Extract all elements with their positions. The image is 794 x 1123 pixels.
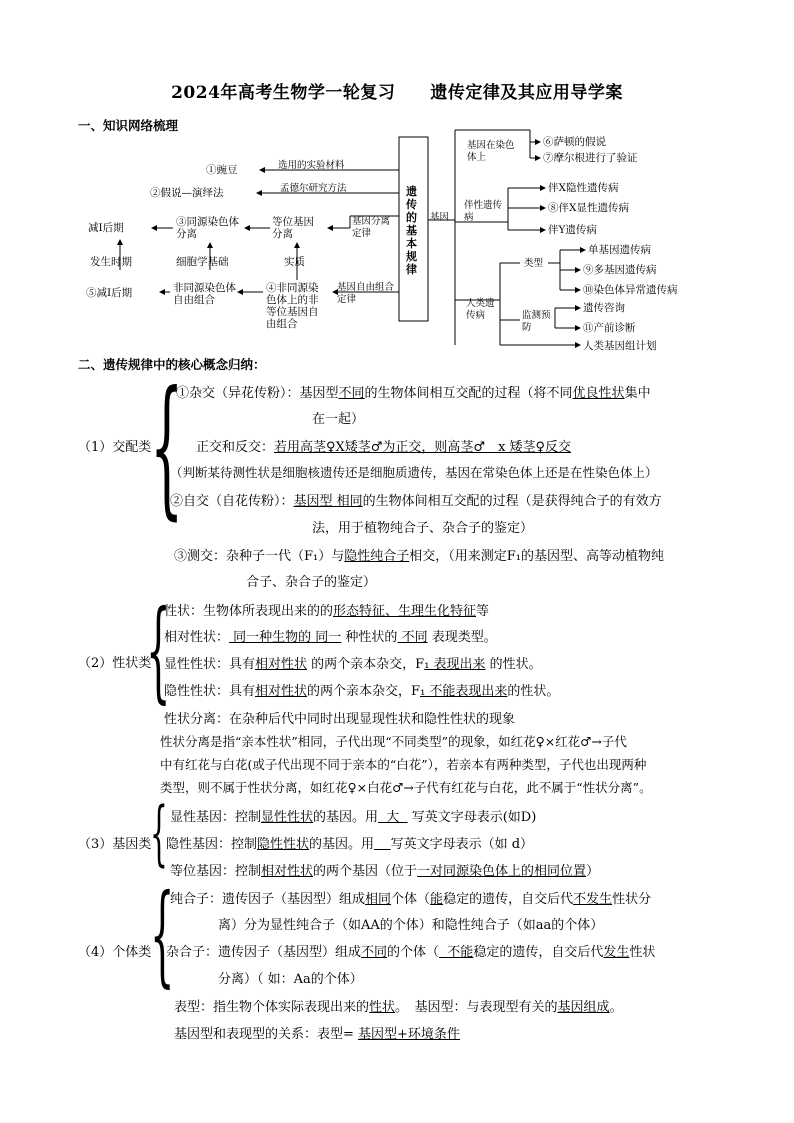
line-recessive-trait: 隐性性状：具有相对性状的两个亲本杂交，F₁ 不能表现出来的性状。 — [164, 684, 560, 699]
line-trait-segregation: 性状分离：在杂种后代中同时出现显现性状和隐性性状的现象 — [164, 712, 516, 727]
line-homozygote: 纯合子：遗传因子（基因型）组成相同个体（能稳定的遗传，自交后代不发生性状分 — [170, 892, 652, 907]
node-assortment-law: 基因自由组合定律 — [337, 282, 395, 305]
brace-individual: { — [150, 870, 175, 998]
node-single-gene: 单基因遗传病 — [588, 244, 651, 256]
label-method: 孟德尔研究方法 — [280, 183, 347, 194]
line-reciprocal-note: （判断某待测性状是细胞核遗传还是细胞质遗传，基因在常染色体上还是在性染色体上） — [170, 465, 658, 480]
section-heading-network: 一、知识网络梳理 — [78, 118, 179, 133]
label-occur: 发生时期 — [90, 256, 132, 268]
node-hgp: 人类基因组计划 — [583, 340, 657, 352]
line-reciprocal: 正交和反交：若用高茎♀X矮茎♂为正交，则高茎♂ x 矮茎♀反交 — [196, 440, 572, 455]
label-cell-basis: 细胞学基础 — [176, 256, 229, 268]
label-monitor: 监测预防 — [522, 310, 551, 333]
line-dominant-trait: 显性性状：具有相对性状 的两个亲本杂交，F₁ 表现出来 的性状。 — [164, 657, 542, 672]
brace-gene: { — [150, 792, 168, 874]
line-selfing: ②自交（自花传粉）：基因型 相同的生物体间相互交配的过程（是获得纯合子的有效方 — [170, 494, 662, 509]
line-heterozygote-cont: 分离）（ 如：Aa的个体） — [218, 972, 363, 987]
node-human-disease: 人类遗传病 — [466, 298, 495, 321]
node-x-recessive: 伴X隐性遗传病 — [548, 182, 619, 194]
line-hybridization: ①杂交（异花传粉）：基因型不同的生物体间相互交配的过程（将不同优良性状集中 — [176, 386, 651, 401]
line-allele: 等位基因：控制相对性状的两个基因（位于一对同源染色体上的相同位置） — [170, 864, 600, 879]
node-morgan: ⑦摩尔根进行了验证 — [543, 152, 638, 164]
line-relative-trait: 相对性状： 同一种生物的 同一 种性状的 不同 表现类型。 — [164, 630, 497, 645]
line-heterozygote: 杂合子：遗传因子（基因型）组成不同的个体（ 不能稳定的遗传，自交后代发生性状 — [166, 945, 656, 960]
node-sutton: ⑥萨顿的假说 — [543, 136, 606, 148]
node-nonhomolog: 非同源染色体自由组合 — [173, 282, 236, 306]
page-title: 2024年高考生物学一轮复习 遗传定律及其应用导学案 — [171, 83, 623, 103]
node-gene: 基因 — [430, 212, 450, 223]
node-counseling: 遗传咨询 — [583, 302, 625, 314]
label-type: 类型 — [524, 258, 544, 269]
node-multi-gene: ⑨多基因遗传病 — [583, 264, 657, 276]
label-gene: （3）基因类 — [78, 837, 152, 852]
label-essence: 实质 — [284, 256, 305, 268]
node-allele-separation: 等位基因分离 — [272, 216, 314, 240]
node-y-linked: 伴Y遗传病 — [548, 224, 597, 236]
node-meiosis-2: ⑤减Ⅰ后期 — [86, 287, 133, 299]
node-gene-on-chromosome: 基因在染色体上 — [467, 140, 515, 163]
label-trait: （2）性状类 — [78, 656, 152, 671]
node-meiosis-1: 减Ⅰ后期 — [88, 222, 124, 234]
line-trait: 性状：生物体所表现出来的的形态特征、生理生化特征等 — [164, 604, 490, 619]
line-phenotype: 表型：指生物个体实际表现出来的性状。 基因型：与表现型有关的基因组成。 — [174, 1000, 623, 1015]
node-pea: ①豌豆 — [206, 164, 238, 176]
concept-map-lines — [0, 0, 794, 360]
note-segregation-3: 类型，则不属于性状分离，如红花♀×白花♂→子代有红花与白花，此不属于“性状分离”。 — [160, 780, 652, 795]
node-sex-linked: 伴性遗传病 — [464, 200, 503, 223]
center-node: 遗传的基本规律 — [406, 185, 417, 276]
label-individual: （4）个体类 — [78, 945, 152, 960]
node-homolog-separation: ③同源染色体分离 — [176, 216, 239, 240]
node-chromosome-abnormal: ⑩染色体异常遗传病 — [583, 284, 678, 296]
line-selfing-cont: 法，用于植物纯合子、杂合子的鉴定） — [312, 521, 534, 536]
line-dominant-gene: 显性基因：控制显性性状的基因。用 大 写英文字母表示(如D) — [170, 810, 537, 825]
note-segregation-2: 中有红花与白花(或子代出现不同于亲本的“白花”），若亲本有两种类型，子代也出现两种 — [160, 757, 647, 772]
label-material: 选用的实验材料 — [278, 160, 345, 171]
brace-mating: { — [150, 360, 184, 534]
node-prenatal: ⑪产前诊断 — [583, 322, 636, 334]
line-homozygote-cont: 离）分为显性纯合子（如AA的个体）和隐性纯合子（如aa的个体） — [218, 918, 604, 933]
node-x-dominant: ⑧伴X显性遗传病 — [548, 202, 629, 214]
node-segregation-law: 基因分离定律 — [352, 216, 391, 239]
label-mating: （1）交配类 — [78, 440, 152, 455]
line-testcross: ③测交：杂种子一代（F₁）与隐性纯合子相交，（用来测定F₁的基因型、高等动植物纯 — [174, 549, 664, 564]
section-heading-concepts: 二、遗传规律中的核心概念归纳： — [78, 357, 266, 372]
note-segregation-1: 性状分离是指“亲本性状”相同，子代出现“不同类型”的现象，如红花♀×红花♂→子代 — [160, 734, 627, 749]
node-hypothesis: ②假说—演绎法 — [150, 187, 224, 199]
brace-trait: { — [146, 586, 171, 714]
line-genotype-relation: 基因型和表现型的关系：表型= 基因型+环境条件 — [174, 1027, 460, 1042]
node-nonallele: ④非同源染色体上的非等位基因自由组合 — [266, 282, 319, 330]
line-hybridization-cont: 在一起） — [312, 412, 365, 427]
line-testcross-cont: 合子、杂合子的鉴定） — [246, 575, 377, 590]
line-recessive-gene: 隐性基因：控制隐性性状的基因。用 写英文字母表示（如 d） — [166, 837, 534, 852]
